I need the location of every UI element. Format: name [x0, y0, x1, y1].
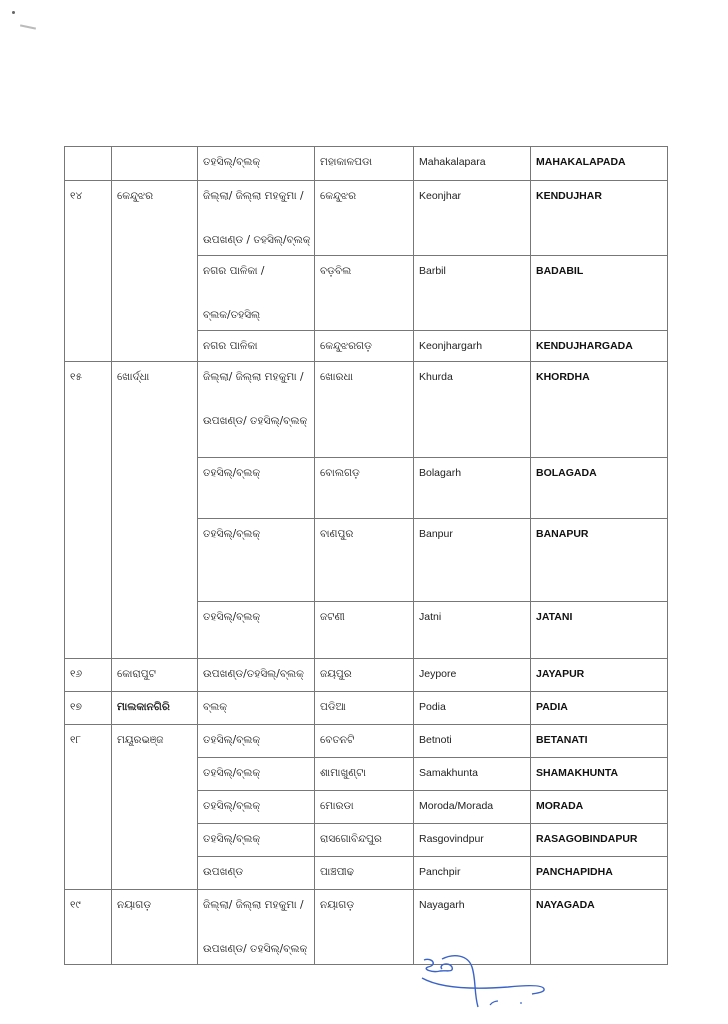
category-cell — [198, 519, 315, 602]
category-line: ତହସିଲ୍/ବ୍ଲକ୍ — [203, 156, 261, 168]
table-row — [65, 181, 668, 256]
odia-name-cell: କେନ୍ଦୁଝର — [315, 181, 414, 256]
district-cell: ଖୋର୍ଦ୍ଧା — [112, 362, 198, 659]
category-cell — [198, 602, 315, 659]
odia-name-cell: ବୋଲଗଡ଼ — [315, 458, 414, 519]
new-spelling-cell: MAHAKALAPADA — [531, 147, 668, 181]
new-spelling-cell: SHAMAKHUNTA — [531, 758, 668, 791]
english-name-cell: Banpur — [414, 519, 531, 602]
category-cell — [198, 362, 315, 458]
table-row — [65, 890, 668, 965]
new-spelling-cell: KENDUJHAR — [531, 181, 668, 256]
district-cell: ମାଲକାନଗିରି — [112, 692, 198, 725]
new-spelling-cell: BANAPUR — [531, 519, 668, 602]
odia-name-cell: ଖୋରଧା — [315, 362, 414, 458]
district-cell: ନୟାଗଡ଼ — [112, 890, 198, 965]
serial-number-cell: ୧୫ — [65, 362, 112, 659]
english-name-cell: Keonjhar — [414, 181, 531, 256]
new-spelling-cell: BETANATI — [531, 725, 668, 758]
serial-number-cell — [65, 147, 112, 181]
category-line: ବ୍ଲକ୍ — [203, 701, 228, 713]
category-cell — [198, 147, 315, 181]
new-spelling-cell: PADIA — [531, 692, 668, 725]
serial-number-cell: ୧୮ — [65, 725, 112, 890]
category-line: ନଗର ପାଳିକା — [203, 340, 258, 352]
english-name-cell: Moroda/Morada — [414, 791, 531, 824]
category-cell — [198, 692, 315, 725]
category-line: ତହସିଲ୍/ବ୍ଲକ୍ — [203, 800, 261, 812]
table-row — [65, 659, 668, 692]
table-row — [65, 725, 668, 758]
table-row — [65, 362, 668, 458]
signature — [398, 945, 558, 1010]
category-cell — [198, 791, 315, 824]
serial-number-cell: ୧୭ — [65, 692, 112, 725]
odia-name-cell: ବଡ଼ବିଲ — [315, 256, 414, 331]
serial-number-cell: ୧୯ — [65, 890, 112, 965]
english-name-cell: Keonjhargarh — [414, 331, 531, 362]
new-spelling-cell: KHORDHA — [531, 362, 668, 458]
serial-number-cell: ୧୬ — [65, 659, 112, 692]
category-line: ଉପଖଣ୍ଡ/ ତହସିଲ୍/ବ୍ଲକ୍ — [203, 415, 308, 427]
english-name-cell: Bolagarh — [414, 458, 531, 519]
new-spelling-cell: KENDUJHARGADA — [531, 331, 668, 362]
district-cell — [112, 147, 198, 181]
english-name-cell: Khurda — [414, 362, 531, 458]
category-line: ନଗର ପାଳିକା / — [203, 265, 265, 277]
odia-name-cell: ନୟାଗଡ଼ — [315, 890, 414, 965]
new-spelling-cell: MORADA — [531, 791, 668, 824]
category-cell — [198, 181, 315, 256]
english-name-cell: Samakhunta — [414, 758, 531, 791]
category-line: ଜିଲ୍ଲା/ ଜିଲ୍ଲା ମହକୁମା / — [203, 190, 304, 202]
category-line: ତହସିଲ୍/ବ୍ଲକ୍ — [203, 611, 261, 623]
new-spelling-cell: BOLAGADA — [531, 458, 668, 519]
new-spelling-cell: JATANI — [531, 602, 668, 659]
category-line: ଜିଲ୍ଲା/ ଜିଲ୍ଲା ମହକୁମା / — [203, 371, 304, 383]
english-name-cell: Podia — [414, 692, 531, 725]
new-spelling-cell: RASAGOBINDAPUR — [531, 824, 668, 857]
category-line: ଉପଖଣ୍ଡ/ତହସିଲ୍/ବ୍ଲକ୍ — [203, 668, 304, 680]
odia-name-cell: ବାଣପୁର — [315, 519, 414, 602]
place-names-table — [64, 146, 668, 965]
english-name-cell: Jatni — [414, 602, 531, 659]
odia-name-cell: ଶାମାଖୁଣ୍ଟା — [315, 758, 414, 791]
table-row — [65, 147, 668, 181]
odia-name-cell: ମୋରଡା — [315, 791, 414, 824]
table-row — [65, 692, 668, 725]
english-name-cell: Betnoti — [414, 725, 531, 758]
category-line: ଉପଖଣ୍ଡ/ ତହସିଲ୍/ବ୍ଲକ୍ — [203, 943, 308, 955]
category-line: ତହସିଲ୍/ବ୍ଲକ୍ — [203, 767, 261, 779]
category-line: ତହସିଲ୍/ବ୍ଲକ୍ — [203, 528, 261, 540]
category-cell — [198, 857, 315, 890]
odia-name-cell: ପାଞ୍ଚପୀଢ — [315, 857, 414, 890]
category-line: ତହସିଲ୍/ବ୍ଲକ୍ — [203, 833, 261, 845]
category-cell — [198, 458, 315, 519]
category-cell — [198, 890, 315, 965]
odia-name-cell: ପଡିଆ — [315, 692, 414, 725]
odia-name-cell: କେନ୍ଦୁଝରଗଡ଼ — [315, 331, 414, 362]
scan-speck — [12, 11, 15, 14]
category-cell — [198, 824, 315, 857]
category-cell — [198, 725, 315, 758]
category-line: ଜିଲ୍ଲା/ ଜିଲ୍ଲା ମହକୁମା / — [203, 899, 304, 911]
scan-mark — [20, 24, 36, 29]
category-line: ତହସିଲ୍/ବ୍ଲକ୍ — [203, 467, 261, 479]
category-cell — [198, 659, 315, 692]
serial-number-cell: ୧୪ — [65, 181, 112, 362]
category-cell — [198, 331, 315, 362]
category-cell — [198, 256, 315, 331]
new-spelling-cell: BADABIL — [531, 256, 668, 331]
district-cell: ମୟୂରଭଞ୍ଜ — [112, 725, 198, 890]
english-name-cell: Panchpir — [414, 857, 531, 890]
english-name-cell: Barbil — [414, 256, 531, 331]
category-cell — [198, 758, 315, 791]
new-spelling-cell: PANCHAPIDHA — [531, 857, 668, 890]
odia-name-cell: ବେତନଟି — [315, 725, 414, 758]
new-spelling-cell: JAYAPUR — [531, 659, 668, 692]
new-spelling-cell: NAYAGADA — [531, 890, 668, 965]
district-cell: କେନ୍ଦୁଝର — [112, 181, 198, 362]
english-name-cell: Nayagarh — [414, 890, 531, 965]
english-name-cell: Rasgovindpur — [414, 824, 531, 857]
odia-name-cell: ଜଟଣୀ — [315, 602, 414, 659]
category-line: ଉପଖଣ୍ଡ / ତହସିଲ୍/ବ୍ଲକ୍ — [203, 234, 311, 246]
odia-name-cell: ରାସଗୋବିନ୍ଦପୁର — [315, 824, 414, 857]
odia-name-cell: ମହାକାଳପଡା — [315, 147, 414, 181]
category-line: ଉପଖଣ୍ଡ — [203, 866, 244, 878]
district-cell: କୋରାପୁଟ — [112, 659, 198, 692]
category-line: ତହସିଲ୍/ବ୍ଲକ୍ — [203, 734, 261, 746]
odia-name-cell: ଜୟପୁର — [315, 659, 414, 692]
english-name-cell: Mahakalapara — [414, 147, 531, 181]
category-line: ବ୍ଲକ/ତହସିଲ୍ — [203, 309, 261, 321]
english-name-cell: Jeypore — [414, 659, 531, 692]
